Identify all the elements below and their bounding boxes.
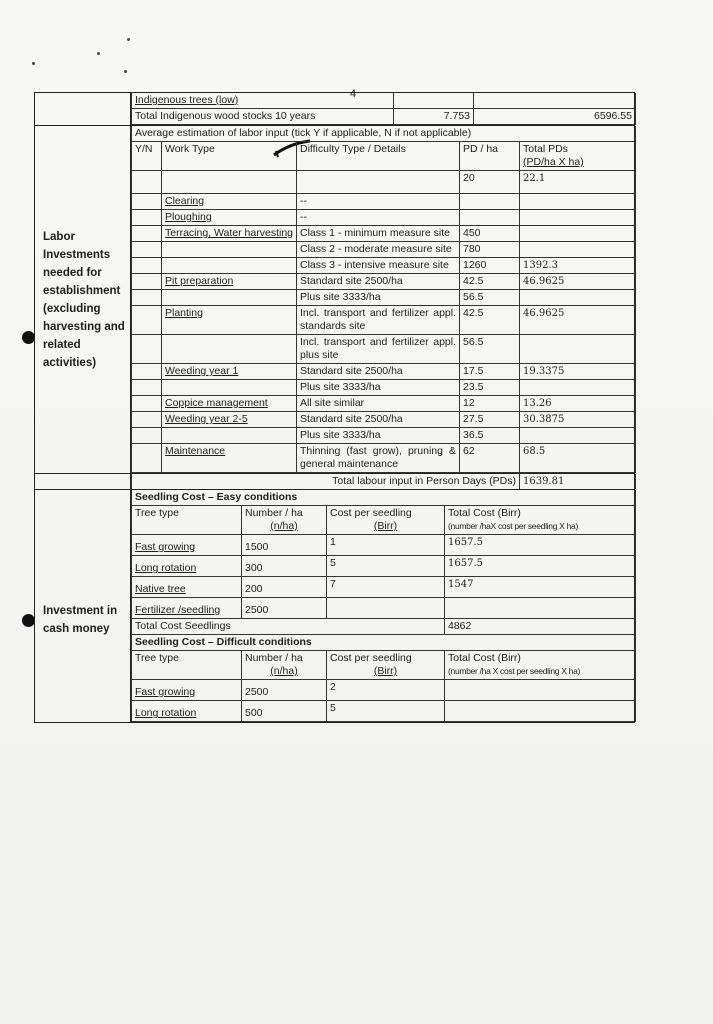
difficulty-cell: Thinning (fast grow), pruning & general maintenance — [297, 444, 460, 473]
pd-ha-cell: 23.5 — [460, 380, 520, 396]
pd-ha-cell: 17.5 — [460, 364, 520, 380]
pd-ha-cell: 780 — [460, 242, 520, 258]
number-ha-cell: 300 — [242, 556, 327, 577]
tree-type-cell: Native tree — [132, 577, 242, 598]
difficult-header-total: Total Cost (Birr) (number /ha X cost per seedling X ha) — [445, 651, 636, 680]
yn-cell — [132, 380, 162, 396]
table-row — [132, 126, 636, 142]
labor-row — [132, 274, 636, 290]
yn-cell — [132, 290, 162, 306]
total-pds-cell — [520, 210, 636, 226]
yn-cell — [132, 242, 162, 258]
pd-ha-cell: 42.5 — [460, 274, 520, 290]
labor-header-row — [132, 142, 636, 171]
work-type-cell: Coppice management — [162, 396, 297, 412]
work-type-cell: Clearing — [162, 194, 297, 210]
total-cost-seedlings-value: 4862 — [445, 619, 636, 635]
number-ha-cell: 500 — [242, 701, 327, 722]
total-cost-cell — [445, 680, 636, 701]
labor-row — [132, 171, 636, 194]
total-pds-cell — [520, 242, 636, 258]
labor-rows — [132, 171, 636, 473]
easy-header-tree-type: Tree type — [132, 506, 242, 535]
work-type-cell: Terracing, Water harvesting — [162, 226, 297, 242]
table-row — [132, 109, 636, 125]
work-type-cell: Planting — [162, 306, 297, 335]
tree-type-cell: Long rotation — [132, 701, 242, 722]
pd-ha-cell — [460, 194, 520, 210]
difficulty-cell: Incl. transport and fertilizer appl. plus site — [297, 335, 460, 364]
easy-title: Seedling Cost – Easy conditions — [132, 490, 636, 506]
number-ha-cell: 2500 — [242, 598, 327, 619]
indigenous-section — [35, 93, 635, 126]
work-type-cell: Maintenance — [162, 444, 297, 473]
seedling-row — [132, 701, 636, 722]
difficulty-cell: Incl. transport and fertilizer appl. standards site — [297, 306, 460, 335]
difficulty-cell: -- — [297, 194, 460, 210]
total-indigenous-value-1: 7.753 — [394, 109, 474, 125]
difficulty-cell: Class 2 - moderate measure site — [297, 242, 460, 258]
table-row — [132, 474, 636, 489]
work-type-cell — [162, 242, 297, 258]
difficulty-cell: Standard site 2500/ha — [297, 412, 460, 428]
average-estimation-title: Average estimation of labor input (tick Y if applicable, N if not applicable) — [132, 126, 636, 142]
header-difficulty: Difficulty Type / Details — [297, 142, 460, 171]
total-indigenous-label: Total Indigenous wood stocks 10 years — [132, 109, 394, 125]
yn-cell — [132, 171, 162, 194]
seedling-easy-table — [131, 490, 636, 722]
easy-header-total: Total Cost (Birr) (number /haX cost per seedling X ha) — [445, 506, 636, 535]
tree-type-cell: Fertilizer /seedling — [132, 598, 242, 619]
pd-ha-cell: 450 — [460, 226, 520, 242]
difficulty-cell: Standard site 2500/ha — [297, 364, 460, 380]
labor-row — [132, 226, 636, 242]
difficult-header-tree-type: Tree type — [132, 651, 242, 680]
total-indigenous-value-2: 6596.55 — [474, 109, 636, 125]
seedling-row — [132, 680, 636, 701]
work-type-cell — [162, 428, 297, 444]
tree-type-cell: Long rotation — [132, 556, 242, 577]
labor-row — [132, 306, 636, 335]
labor-row — [132, 210, 636, 226]
total-labour-label: Total labour input in Person Days (PDs) — [132, 474, 520, 489]
total-pds-cell — [520, 380, 636, 396]
difficult-header-number: Number / ha (n/ha) — [242, 651, 327, 680]
pd-ha-cell: 20 — [460, 171, 520, 194]
indigenous-low-label: Indigenous trees (low) — [132, 93, 394, 109]
difficulty-cell: Plus site 3333/ha — [297, 428, 460, 444]
cost-per-seedling-cell: 1 — [327, 535, 445, 556]
difficult-header-cost: Cost per seedling (Birr) — [327, 651, 445, 680]
labor-row — [132, 335, 636, 364]
easy-total-row — [132, 619, 636, 635]
work-type-cell: Ploughing — [162, 210, 297, 226]
labor-row — [132, 290, 636, 306]
labor-table — [131, 126, 636, 473]
total-pds-cell: 68.5 — [520, 444, 636, 473]
labor-section — [35, 126, 635, 474]
total-cost-cell: 1657.5 — [445, 556, 636, 577]
total-pds-cell — [520, 290, 636, 306]
cost-per-seedling-cell — [327, 598, 445, 619]
total-cost-cell: 1657.5 — [445, 535, 636, 556]
difficulty-cell: All site similar — [297, 396, 460, 412]
seedling-row — [132, 598, 636, 619]
labor-row — [132, 258, 636, 274]
header-yn: Y/N — [132, 142, 162, 171]
total-pds-cell: 46.9625 — [520, 306, 636, 335]
work-type-cell: Weeding year 1 — [162, 364, 297, 380]
difficulty-cell: Plus site 3333/ha — [297, 380, 460, 396]
cash-section — [35, 490, 635, 723]
work-type-cell — [162, 380, 297, 396]
yn-cell — [132, 274, 162, 290]
table-row — [132, 635, 636, 651]
scan-speck — [32, 62, 35, 65]
pd-ha-cell: 56.5 — [460, 290, 520, 306]
pd-ha-cell: 27.5 — [460, 412, 520, 428]
total-pds-cell: 19.3375 — [520, 364, 636, 380]
labor-row — [132, 444, 636, 473]
difficulty-cell: Standard site 2500/ha — [297, 274, 460, 290]
scan-speck — [127, 38, 130, 41]
page-number: 4 — [350, 88, 357, 100]
labor-row — [132, 396, 636, 412]
easy-header-row — [132, 506, 636, 535]
scan-speck — [97, 52, 100, 55]
easy-header-number: Number / ha (n/ha) — [242, 506, 327, 535]
labor-investment-table — [34, 92, 635, 723]
table-row — [132, 93, 636, 109]
total-labour-value: 1639.81 — [520, 474, 636, 489]
tree-type-cell: Fast growing — [132, 535, 242, 556]
labor-row — [132, 242, 636, 258]
total-pds-cell — [520, 226, 636, 242]
labor-total-row — [35, 474, 635, 490]
pd-ha-cell: 12 — [460, 396, 520, 412]
indigenous-table — [131, 93, 636, 125]
total-pds-cell — [520, 428, 636, 444]
number-ha-cell: 2500 — [242, 680, 327, 701]
pd-ha-cell: 1260 — [460, 258, 520, 274]
work-type-cell — [162, 258, 297, 274]
total-pds-cell: 46.9625 — [520, 274, 636, 290]
work-type-cell: Pit preparation — [162, 274, 297, 290]
total-cost-cell — [445, 598, 636, 619]
total-pds-cell: 30.3875 — [520, 412, 636, 428]
total-pds-cell: 1392.3 — [520, 258, 636, 274]
cost-per-seedling-cell: 5 — [327, 701, 445, 722]
difficulty-cell — [297, 171, 460, 194]
total-pds-cell — [520, 194, 636, 210]
labor-row — [132, 380, 636, 396]
number-ha-cell: 200 — [242, 577, 327, 598]
cash-side-label: Investment in cash money — [35, 490, 131, 723]
difficulty-cell: Plus site 3333/ha — [297, 290, 460, 306]
total-cost-cell: 1547 — [445, 577, 636, 598]
yn-cell — [132, 226, 162, 242]
difficult-header-row — [132, 651, 636, 680]
empty-side-cell — [35, 93, 131, 126]
yn-cell — [132, 428, 162, 444]
yn-cell — [132, 306, 162, 335]
labor-row — [132, 428, 636, 444]
seedling-row — [132, 556, 636, 577]
pd-ha-cell: 36.5 — [460, 428, 520, 444]
total-cost-cell — [445, 701, 636, 722]
easy-rows — [132, 535, 636, 619]
seedling-row — [132, 577, 636, 598]
seedling-row — [132, 535, 636, 556]
difficulty-cell: Class 3 - intensive measure site — [297, 258, 460, 274]
yn-cell — [132, 335, 162, 364]
yn-cell — [132, 258, 162, 274]
pd-ha-cell — [460, 210, 520, 226]
total-pds-cell: 13.26 — [520, 396, 636, 412]
difficult-title: Seedling Cost – Difficult conditions — [132, 635, 636, 651]
yn-cell — [132, 396, 162, 412]
table-row — [132, 490, 636, 506]
yn-cell — [132, 210, 162, 226]
yn-cell — [132, 364, 162, 380]
tree-type-cell: Fast growing — [132, 680, 242, 701]
difficulty-cell: Class 1 - minimum measure site — [297, 226, 460, 242]
work-type-cell: Weeding year 2-5 — [162, 412, 297, 428]
total-pds-cell: 22.1 — [520, 171, 636, 194]
work-type-cell — [162, 290, 297, 306]
cost-per-seedling-cell: 7 — [327, 577, 445, 598]
yn-cell — [132, 194, 162, 210]
total-cost-seedlings-label: Total Cost Seedlings — [132, 619, 445, 635]
pd-ha-cell: 56.5 — [460, 335, 520, 364]
total-pds-cell — [520, 335, 636, 364]
labor-row — [132, 364, 636, 380]
pd-ha-cell: 42.5 — [460, 306, 520, 335]
difficult-rows — [132, 680, 636, 722]
work-type-cell — [162, 171, 297, 194]
labor-row — [132, 194, 636, 210]
scan-speck — [124, 70, 127, 73]
pd-ha-cell: 62 — [460, 444, 520, 473]
cost-per-seedling-cell: 5 — [327, 556, 445, 577]
yn-cell — [132, 412, 162, 428]
easy-header-cost: Cost per seedling (Birr) — [327, 506, 445, 535]
labor-row — [132, 412, 636, 428]
difficulty-cell: -- — [297, 210, 460, 226]
cost-per-seedling-cell: 2 — [327, 680, 445, 701]
work-type-cell — [162, 335, 297, 364]
yn-cell — [132, 444, 162, 473]
header-work-type: Work Type — [162, 142, 297, 171]
labor-side-label: Labor Investments needed for establishment (excluding harvesting and related activities) — [35, 126, 131, 474]
header-pd-ha: PD / ha — [460, 142, 520, 171]
number-ha-cell: 1500 — [242, 535, 327, 556]
header-total-pds: Total PDs (PD/ha X ha) — [520, 142, 636, 171]
